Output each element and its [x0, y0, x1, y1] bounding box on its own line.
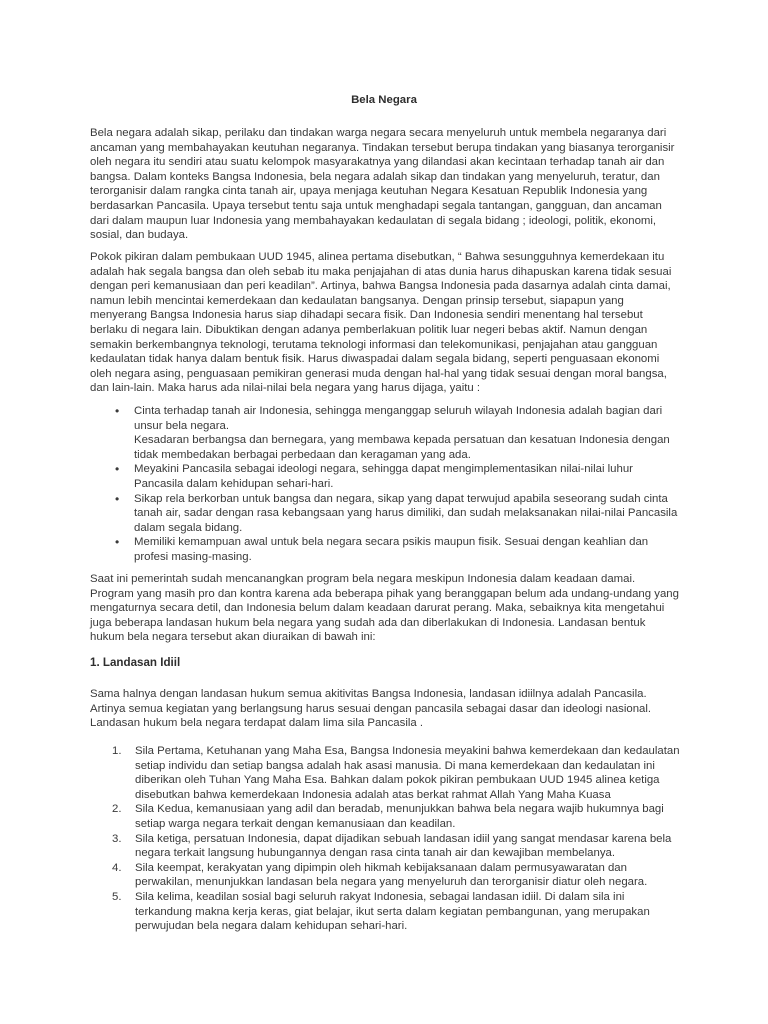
bullet-icon: • — [115, 462, 120, 477]
list-item-text: Meyakini Pancasila sebagai ideologi negara, sehingga dapat mengimplementasikan nilai-nilai luhur Pancasila dalam kehidupan sehari-hari. — [134, 463, 633, 490]
list-item — [90, 832, 680, 861]
list-item — [90, 492, 680, 536]
list-item-text: Memiliki kemampuan awal untuk bela negara secara psikis maupun fisik. Sesuai dengan keahlian dan profesi masing-masing. — [134, 536, 649, 563]
list-item — [90, 802, 680, 831]
document-title: Bela Negara — [351, 94, 417, 106]
list-number: 4. — [112, 861, 122, 874]
list-item-text: Cinta terhadap tanah air Indonesia, sehingga menganggap seluruh wilayah Indonesia adalah bagian dari unsur bela negara. — [134, 405, 663, 432]
list-number: 2. — [112, 803, 122, 816]
list-item-text: Sila ketiga, persatuan Indonesia, dapat dijadikan sebuah landasan idiil yang sangat mendasar karena bela negara terkait langsung hubungannya dengan rasa cinta tanah air dan kewajiban membelanya. — [135, 832, 672, 860]
pancasila-numbered-list — [90, 744, 680, 934]
list-item-text: Sikap rela berkorban untuk bangsa dan negara, sikap yang dapat terwujud apabila seseorang sudah cinta tanah air, sadar dengan rasa kebangsaan yang harus dimiliki, dan sudah melaksanakan nilai-nilai Pancasila dalam segala bidang. — [134, 492, 678, 534]
list-item — [90, 861, 680, 890]
list-item-text: Sila kelima, keadilan sosial bagi seluruh rakyat Indonesia, sebagai landasan idiil. Di dalam sila ini terkandung makna kerja keras, giat belajar, ikut serta dalam kegiatan pembangunan, yang merupakan perwujudan bela negara dalam kehidupan sehari-hari. — [135, 890, 650, 933]
list-item-text: Sila Kedua, kemanusiaan yang adil dan beradab, menunjukkan bahwa bela negara wajib hukumnya bagi setiap warga negara terkait dengan kemanusiaan dan keadilan. — [135, 803, 664, 830]
paragraph-intro: Bela negara adalah sikap, perilaku dan tindakan warga negara secara menyeluruh untuk membela negaranya dari ancaman yang membahayakan keutuhan negaranya. Tindakan tersebut berupa tindakan yang biasanya terorganisir oleh negara itu sendiri atau suatu kelompok masyarakatnya yang dilandasi akan kecintaan terhadap tanah air dan bangsa. Dalam konteks Bangsa Indonesia, bela negara adalah sikap dan tindakan yang menyeluruh, teratur, dan terorganisir dalam rangka cinta tanah air, upaya menjaga keutuhan Negara Kesatuan Republik Indonesia yang berdasarkan Pancasila. Upaya tersebut tentu saja untuk menghadapi segala tantangan, gangguan, dan ancaman dari dalam maupun luar Indonesia yang membahayakan kedaulatan di segala bidang ; ideologi, politik, ekonomi, sosial, dan budaya. — [90, 127, 675, 242]
paragraph-landasan-idiil: Sama halnya dengan landasan hukum semua akitivitas Bangsa Indonesia, landasan idiilnya adalah Pancasila. Artinya semua kegiatan yang berlangsung harus sesuai dengan pancasila sebagai dasar dan ideologi nasional. Landasan hukum bela negara terdapat dalam lima sila Pancasila . — [90, 688, 652, 730]
list-item-text: Sila Pertama, Ketuhanan yang Maha Esa, Bangsa Indonesia meyakini bahwa kemerdekaan dan kedaulatan setiap individu dan setiap bangsa adalah hak asasi manusia. Di mana kemerdekaan dan kedaulatan ini diberikan oleh Tuhan Yang Maha Esa. Bahkan dalam pokok pikiran pembukaan UUD 1945 alinea ketiga disebutkan bahwa kemerdekaan Indonesia adalah atas berkat rahmat Allah Yang Maha Kuasa — [135, 745, 680, 801]
list-number: 1. — [112, 745, 122, 757]
list-item — [90, 462, 680, 491]
paragraph-uud-1945: Pokok pikiran dalam pembukaan UUD 1945, alinea pertama disebutkan, “ Bahwa sesungguhnya kemerdekaan itu adalah hak segala bangsa dan oleh sebab itu maka penjajahan di atas dunia harus dihapuskan karena tidak sesuai dengan peri kemanusiaan dan peri keadilan”. Artinya, bahwa Bangsa Indonesia pada dasarnya adalah cinta damai, namun lebih mencintai kemerdekaan dan kedaulatan bangsanya. Dengan prinsip tersebut, siapapun yang menyerang Bangsa Indonesia harus siap dihadapi secara fisik. Dan Indonesia sendiri menentang hal tersebut berlaku di negara lain. Dibuktikan dengan adanya pemberlakuan politik luar negeri bebas aktif. Namun dengan semakin berkembangnya teknologi, terutama teknologi informasi dan telekomunikasi, penjajahan atau gangguan kedaulatan tidak hanya dalam bentuk fisik. Harus diwaspadai dalam segala bidang, seperti penguasaan ekonomi oleh negara asing, penguasaan pemikiran generasi muda dengan hal-hal yang tidak sesuai dengan moral bangsa, dan lain-lain. Maka harus ada nilai-nilai bela negara yang harus dijaga, yaitu : — [90, 251, 672, 395]
section-heading: 1. Landasan Idiil — [90, 656, 181, 669]
list-number: 3. — [112, 832, 122, 845]
list-item — [90, 535, 680, 564]
bullet-icon: • — [115, 491, 120, 506]
list-item-extra: Kesadaran berbangsa dan bernegara, yang membawa kepada persatuan dan kesatuan Indonesia dengan tidak membedakan berbagai perbedaan dan keragaman yang ada. — [134, 434, 670, 461]
paragraph-program: Saat ini pemerintah sudah mencanangkan program bela negara meskipun Indonesia dalam keadaan damai. Program yang masih pro dan kontra karena ada beberapa pihak yang beranggapan belum ada undang-undang yang mengaturnya secara detil, dan Indonesia belum dalam keadaan darurat perang. Maka, sebaiknya kita mengetahui juga beberapa landasan hukum bela negara yang sudah ada dan diberlakukan di Indonesia. Landasan bentuk hukum bela negara tersebut akan diuraikan di bawah ini: — [90, 573, 679, 644]
list-number: 5. — [112, 890, 122, 903]
values-bullet-list — [90, 404, 680, 565]
bullet-icon: • — [115, 404, 120, 418]
list-item — [90, 744, 680, 802]
list-item-text: Sila keempat, kerakyatan yang dipimpin oleh hikmah kebijaksanaan dalam permusyawaratan dan perwakilan, menunjukkan landasan bela negara yang menyeluruh dan terorganisir diatur oleh negara. — [135, 861, 648, 889]
bullet-icon: • — [115, 535, 120, 550]
list-item — [90, 404, 680, 462]
list-item — [90, 890, 680, 934]
